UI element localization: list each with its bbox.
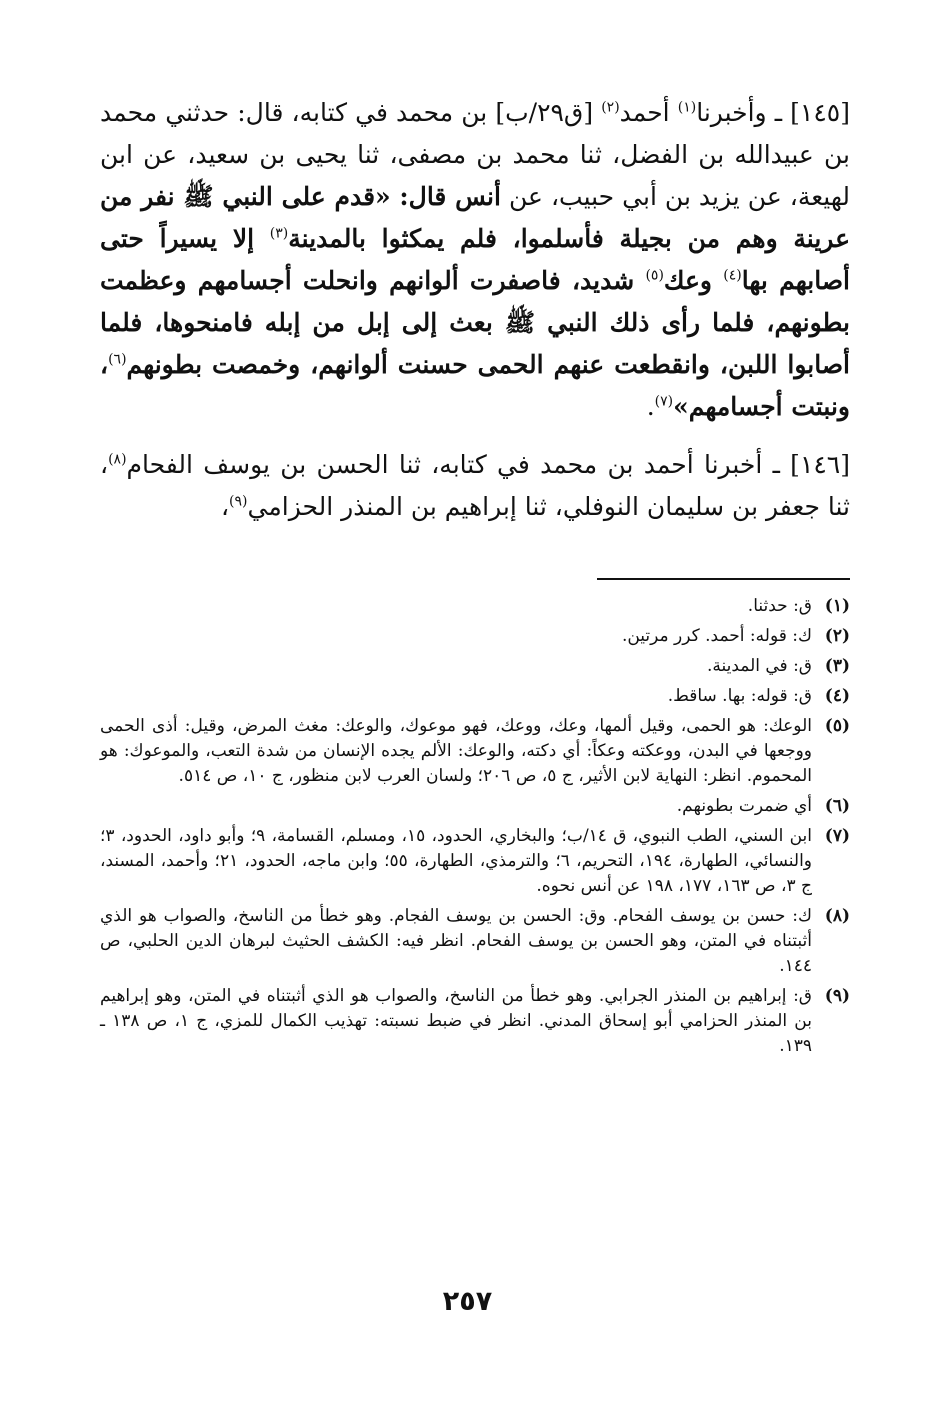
isnad-text: [ق٢٩/ب] بن محمد في كتابه، قال: حدثني محمد بن عبيدالله بن الفضل، ثنا محمد بن مصفى، ثنا يحيى بن سعيد، عن ابن لهيعة، عن يزيد بن أبي حبيب، عن xyxy=(100,98,850,211)
footnote-item xyxy=(100,984,850,1059)
isnad-text: [١٤٥] ـ وأخبرنا xyxy=(696,98,850,127)
footnote-item xyxy=(100,624,850,649)
footnote-number: (٥) xyxy=(824,716,850,736)
footnote-number: (٨) xyxy=(824,906,850,926)
isnad-text: ، ثنا جعفر بن سليمان النوفلي، ثنا إبراهيم بن المنذر الحزامي xyxy=(100,450,850,521)
page-number: ٢٥٧ xyxy=(442,1286,493,1317)
hadith-text-bold: وعك xyxy=(663,266,724,295)
footnote-text: ق: في المدينة. xyxy=(706,656,812,676)
footnote-item xyxy=(100,794,850,819)
isnad-text: أحمد xyxy=(619,98,678,127)
footnote-item xyxy=(100,714,850,789)
hadith-146-paragraph xyxy=(100,444,850,528)
footnote-text: ق: إبراهيم بن المنذر الجرابي. وهو خطأ من الناسخ، والصواب هو الذي أثبتناه في المتن، وهو إبراهيم بن المنذر الحزامي أبو إسحاق المدني. انظر في ضبط نسبته: تهذيب الكمال للمزي، ج ١، ص ١٣٨ ـ ١٣٩. xyxy=(100,986,812,1056)
footnote-text: أي ضمرت بطونهم. xyxy=(676,796,812,816)
footnote-reference: (٨) xyxy=(108,451,127,468)
footnote-text: ابن السني، الطب النبوي، ق ١٤/ب؛ والبخاري، الحدود، ١٥، ومسلم، القسامة، ٩؛ وأبو داود، الحدود، ٣؛ والنسائي، الطهارة، ١٩٤، التحريم، ٦؛ والترمذي، الطهارة، ٥٥؛ وابن ماجه، الحدود، ٢١؛ وأحمد، المسند، ج ٣، ص ١٦٣، ١٧٧، ١٩٨ عن أنس نحوه. xyxy=(100,826,813,896)
footnote-number: (٢) xyxy=(824,626,850,646)
hadith-145-paragraph xyxy=(100,92,850,428)
footnote-item xyxy=(100,594,850,619)
footnote-number: (٤) xyxy=(824,686,850,706)
footnote-reference: (٥) xyxy=(645,267,664,284)
footnote-reference: (١) xyxy=(677,99,697,116)
footnote-number: (٦) xyxy=(824,796,850,816)
hadith-text-bold: شديد، فاصفرت ألوانهم وانحلت أجسامهم وعظمت بطونهم، فلما رأى ذلك النبي ﷺ بعث إلى إبل من إبله فامنحوها، فلما أصابوا اللبن، وانقطعت عنهم الحمى حسنت ألوانهم، وخمصت بطونهم xyxy=(100,266,850,379)
footnote-item xyxy=(100,684,850,709)
footnote-reference: (٩) xyxy=(229,493,248,510)
footnote-number: (٩) xyxy=(824,986,850,1006)
footnote-number: (٧) xyxy=(824,826,850,846)
footnote-text: ك: قوله: أحمد. كرر مرتين. xyxy=(621,626,812,646)
hadith-text-bold: ، ونبتت أجسامهم» xyxy=(100,350,850,421)
isnad-text: . xyxy=(646,392,655,421)
footnote-item xyxy=(100,824,850,899)
footnote-reference: (٧) xyxy=(654,393,674,410)
footnote-text: ق: حدثنا. xyxy=(747,596,812,616)
footnote-item xyxy=(100,904,850,979)
footnote-item xyxy=(100,654,850,679)
hadith-text-bold: إلا يسيراً حتى أصابهم بها xyxy=(100,224,850,295)
main-text xyxy=(100,92,850,528)
footnotes-section xyxy=(100,594,850,1064)
footnote-text: الوعك: هو الحمى، وقيل ألمها، وعك، ووعك، فهو موعوك، والوعك: مغث المرض، وقيل: أذى الحمى ووجعها في البدن، ووعكته وعكاً: أي دكته، والوعك: الألم يجده الإنسان من شدة التعب، والموعوك: هو المحموم. انظر: النهاية لابن الأثير، ج ٥، ص ٢٠٦؛ ولسان العرب لابن منظور، ج ١٠، ص ٥١٤. xyxy=(100,716,812,786)
hadith-text-bold: أنس قال: «قدم على النبي ﷺ نفر من عرينة وهم من بجيلة فأسلموا، فلم يمكثوا بالمدينة xyxy=(100,182,850,253)
footnote-text: ك: حسن بن يوسف الفحام. وق: الحسن بن يوسف الفجام. وهو خطأ من الناسخ، والصواب هو الذي أثبتناه في المتن، وهو الحسن بن يوسف الفحام. انظر فيه: الكشف الحثيث لبرهان الدين الحلبي، ص ١٤٤. xyxy=(100,906,812,976)
isnad-text: [١٤٦] ـ أخبرنا أحمد بن محمد في كتابه، ثنا الحسن بن يوسف الفحام xyxy=(126,450,850,479)
footnote-reference: (٦) xyxy=(108,351,127,368)
footnote-text: ق: قوله: بها. ساقط. xyxy=(667,686,812,706)
footnote-reference: (٣) xyxy=(269,225,289,242)
footnote-reference: (٤) xyxy=(723,267,742,284)
footnote-reference: (٢) xyxy=(601,99,620,116)
footnote-number: (١) xyxy=(824,596,850,616)
footnote-divider xyxy=(597,578,850,580)
footnote-number: (٣) xyxy=(824,656,850,676)
isnad-text: ، xyxy=(220,492,230,521)
